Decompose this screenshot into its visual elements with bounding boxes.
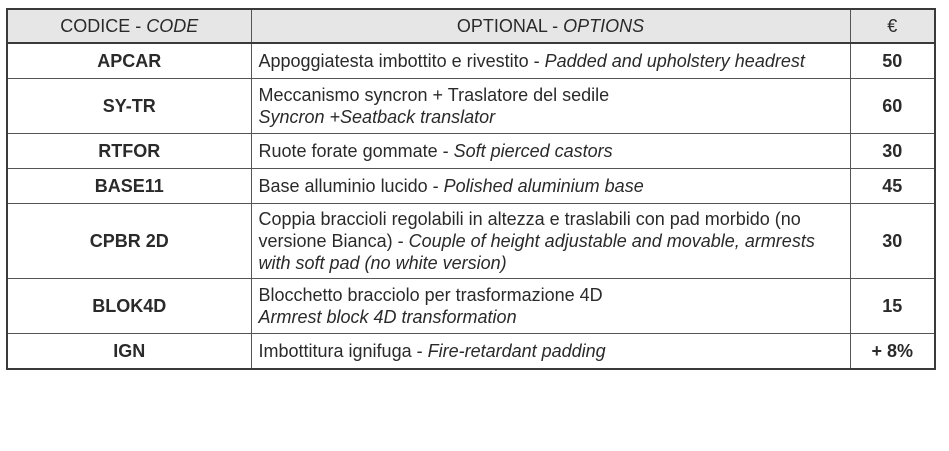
row-desc-en: Polished aluminium base [443, 176, 644, 196]
row-code: CPBR 2D [7, 204, 251, 279]
table-header-row [7, 9, 935, 43]
row-code: RTFOR [7, 134, 251, 169]
header-options-it: OPTIONAL - [456, 16, 564, 36]
table-row [7, 279, 935, 334]
row-code: BLOK4D [7, 279, 251, 334]
options-price-list [6, 8, 934, 370]
row-description [251, 134, 850, 169]
row-description [251, 334, 850, 370]
row-desc-it: Coppia braccioli regolabili in altezza e traslabili con pad morbido (no versione Bianca) - [258, 209, 801, 251]
row-desc-it: Ruote forate gommate - [258, 141, 454, 161]
row-desc-it: Appoggiatesta imbottito e rivestito - [258, 51, 545, 71]
header-code [7, 9, 251, 43]
header-price: € [850, 9, 935, 43]
row-desc-en: Soft pierced castors [453, 141, 613, 161]
row-price: 50 [850, 43, 935, 79]
row-desc-it: Blocchetto bracciolo per trasformazione 4D [258, 285, 603, 305]
row-desc-en: Couple of height adjustable and movable, armrests with soft pad (no white version) [258, 231, 815, 273]
row-price: 30 [850, 204, 935, 279]
row-desc-en: Armrest block 4D transformation [258, 307, 517, 327]
row-desc-it: Imbottitura ignifuga - [258, 341, 428, 361]
header-code-it: CODICE - [60, 16, 147, 36]
table-row [7, 134, 935, 169]
table-row [7, 43, 935, 79]
row-code: APCAR [7, 43, 251, 79]
row-desc-it: Base alluminio lucido - [258, 176, 444, 196]
row-desc-en: Fire-retardant padding [427, 341, 606, 361]
header-options [251, 9, 850, 43]
row-desc-it: Meccanismo syncron + Traslatore del sedile [258, 85, 610, 105]
row-code: IGN [7, 334, 251, 370]
row-price: 30 [850, 134, 935, 169]
row-description [251, 43, 850, 79]
row-description [251, 79, 850, 134]
row-code: BASE11 [7, 169, 251, 204]
row-price: + 8% [850, 334, 935, 370]
table-row [7, 204, 935, 279]
row-description [251, 279, 850, 334]
row-code: SY-TR [7, 79, 251, 134]
header-code-en: CODE [146, 16, 199, 36]
row-description [251, 169, 850, 204]
row-description [251, 204, 850, 279]
row-desc-en: Syncron +Seatback translator [258, 107, 496, 127]
table-row [7, 334, 935, 370]
row-price: 60 [850, 79, 935, 134]
row-price: 45 [850, 169, 935, 204]
header-options-en: OPTIONS [563, 16, 645, 36]
table-row [7, 79, 935, 134]
table-row [7, 169, 935, 204]
row-price: 15 [850, 279, 935, 334]
row-desc-en: Padded and upholstery headrest [544, 51, 805, 71]
options-table [6, 8, 936, 370]
